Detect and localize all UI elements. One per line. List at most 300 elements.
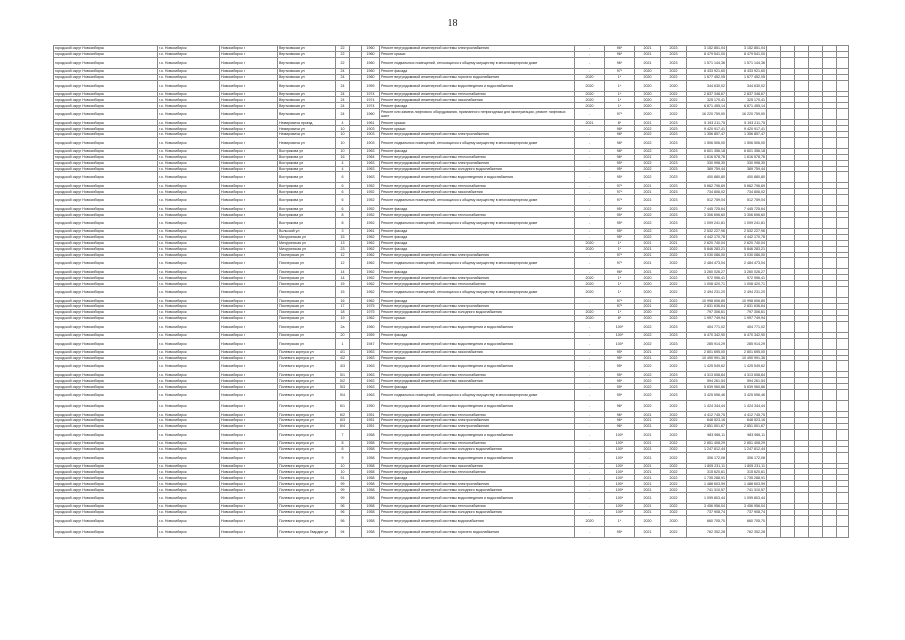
- cell-qty: 98*: [605, 132, 635, 138]
- cell-settlement: г.о. Новосибирск: [158, 446, 220, 452]
- empty-cell: [809, 390, 823, 401]
- cell-unit: -: [575, 417, 605, 423]
- cell-from: 2022: [635, 132, 661, 138]
- cell-unit: 2020: [575, 103, 605, 109]
- cell-district: городской округ Новосибирск: [54, 503, 158, 509]
- cell-street: Полевого корпуса ул: [278, 475, 336, 481]
- cell-from: 2022: [635, 384, 661, 390]
- cell-cost2: 1 488 603,99: [727, 481, 767, 487]
- cell-district: городской округ Новосибирск: [54, 378, 158, 384]
- empty-cell: [795, 218, 809, 229]
- cell-unit: -: [575, 372, 605, 378]
- cell-house: 5/1: [336, 372, 350, 378]
- empty-cell: [823, 80, 837, 91]
- cell-year: 1962: [362, 275, 380, 281]
- cell-cost2: 1 009 241,81: [727, 218, 767, 229]
- cell-cost2: 2 837 348,67: [727, 91, 767, 97]
- cell-settlement: г.о. Новосибирск: [158, 423, 220, 429]
- cell-cost2: 1 997 749,94: [727, 315, 767, 321]
- cell-house: 24: [336, 80, 350, 91]
- cell-to: 2020: [661, 515, 687, 526]
- cell-house: 5/2: [336, 378, 350, 384]
- cell-cost2: 400 880,80: [727, 172, 767, 183]
- cell-street: Пионерская ул: [278, 321, 336, 332]
- cell-settlement: г.о. Новосибирск: [158, 332, 220, 338]
- cell-cost2: 2 851 408,29: [727, 440, 767, 446]
- cell-street: Полевого корпуса ул: [278, 509, 336, 515]
- cell-from: 2021: [635, 57, 661, 68]
- cell-district: городской округ Новосибирск: [54, 384, 158, 390]
- cell-year: 1960: [362, 57, 380, 68]
- cell-work: Ремонт или замена лифтового оборудования, признанного непригодным для эксплуатации, ремонт лифтовых шахт: [380, 109, 575, 120]
- cell-city: Новосибирск г: [220, 372, 278, 378]
- cell-to: 2022: [661, 258, 687, 269]
- cell-street: Полевого корпуса ул: [278, 492, 336, 503]
- cell-unit: -: [575, 148, 605, 154]
- cell-district: городской округ Новосибирск: [54, 298, 158, 304]
- cell-street: Полевого корпуса ул: [278, 463, 336, 469]
- cell-district: городской округ Новосибирск: [54, 423, 158, 429]
- cell-from: 2022: [635, 218, 661, 229]
- empty-cell: [837, 195, 849, 206]
- empty-cell: [767, 80, 781, 91]
- cell-city: Новосибирск г: [220, 97, 278, 103]
- cell-unit: -: [575, 401, 605, 412]
- cell-cost2: 16 220 759,00: [727, 109, 767, 120]
- cell-cost2: 648 523,16: [727, 417, 767, 423]
- cell-city: Новосибирск г: [220, 258, 278, 269]
- cell-district: городской округ Новосибирск: [54, 304, 158, 310]
- cell-cost2: 1 424 344,44: [727, 401, 767, 412]
- cell-unit: -: [575, 189, 605, 195]
- cell-unit: -: [575, 183, 605, 189]
- cell-district: городской округ Новосибирск: [54, 332, 158, 338]
- empty-cell: [809, 57, 823, 68]
- empty-cell: [767, 137, 781, 148]
- cell-from: 2022: [635, 401, 661, 412]
- cell-cost2: 8 433 921,60: [727, 68, 767, 74]
- empty-cell: [781, 401, 795, 412]
- cell-unit: 2020: [575, 74, 605, 80]
- cell-unit: -: [575, 503, 605, 509]
- cell-city: Новосибирск г: [220, 440, 278, 446]
- cell-work: Ремонт подвальных помещений, относящихся к общему имуществу в многоквартирном доме: [380, 137, 575, 148]
- cell-cost2: 1 677 452,05: [727, 74, 767, 80]
- cell-settlement: г.о. Новосибирск: [158, 372, 220, 378]
- cell-work: Ремонт внутридомовой инженерной системы электроснабжения: [380, 417, 575, 423]
- cell-work: Ремонт внутридомовой инженерной системы холодного водоснабжения: [380, 509, 575, 515]
- cell-cost1: 1 805 231,11: [687, 463, 727, 469]
- cell-city: Новосибирск г: [220, 46, 278, 52]
- cell-cost2: 1 008 420,71: [727, 281, 767, 287]
- cell-year: 1958: [362, 481, 380, 487]
- cell-work: Ремонт внутридомовой инженерной системы электроснабжения: [380, 160, 575, 166]
- empty-cell: [809, 195, 823, 206]
- cell-unit: -: [575, 390, 605, 401]
- cell-year: 1963: [362, 384, 380, 390]
- cell-city: Новосибирск г: [220, 68, 278, 74]
- cell-cost2: 344 630,02: [727, 80, 767, 91]
- cell-to: 2022: [661, 355, 687, 361]
- cell-unit: -: [575, 206, 605, 212]
- cell-cost2: 1 247 812,44: [727, 446, 767, 452]
- cell-settlement: г.о. Новосибирск: [158, 46, 220, 52]
- cell-street: Вострякова ул: [278, 148, 336, 154]
- cell-street: Полевого корпуса ул: [278, 372, 336, 378]
- cell-from: 2022: [635, 390, 661, 401]
- cell-cost1: 5 839 960,86: [687, 384, 727, 390]
- cell-qty: 96*: [605, 46, 635, 52]
- cell-house: 10: [336, 137, 350, 148]
- cell-district: городской округ Новосибирск: [54, 309, 158, 315]
- cell-district: городской округ Новосибирск: [54, 509, 158, 515]
- cell-settlement: г.о. Новосибирск: [158, 526, 220, 537]
- cell-to: 2023: [661, 183, 687, 189]
- cell-work: Ремонт внутридомовой инженерной системы теплоснабжения: [380, 212, 575, 218]
- cell-work: Ремонт внутридомовой инженерной системы водоснабжения: [380, 515, 575, 526]
- cell-year: 1958: [362, 487, 380, 493]
- empty-cell: [795, 429, 809, 440]
- cell-qty: 95*: [605, 212, 635, 218]
- cell-cost1: 2 620 740,04: [687, 240, 727, 246]
- cell-street: Вострякова ул: [278, 166, 336, 172]
- cell-unit: -: [575, 68, 605, 74]
- cell-qty: 100*: [605, 469, 635, 475]
- empty-cell: [781, 321, 795, 332]
- cell-work: Ремонт внутридомовой инженерной системы водоотведения и водоснабжения: [380, 361, 575, 372]
- cell-year: 1960: [362, 68, 380, 74]
- cell-street: Вертковская ул: [278, 103, 336, 109]
- cell-year: 1960: [362, 46, 380, 52]
- cell-unit: -: [575, 526, 605, 537]
- cell-work: Ремонт внутридомовой инженерной системы водоотведения и водоснабжения: [380, 321, 575, 332]
- cell-building: [350, 321, 362, 332]
- cell-street: Мичуринская ул: [278, 234, 336, 240]
- cell-building: [350, 137, 362, 148]
- cell-cost1: 1 571 144,36: [687, 57, 727, 68]
- cell-settlement: г.о. Новосибирск: [158, 137, 220, 148]
- cell-settlement: г.о. Новосибирск: [158, 269, 220, 275]
- cell-qty: 95*: [605, 378, 635, 384]
- cell-city: Новосибирск г: [220, 526, 278, 537]
- cell-year: 1951: [362, 417, 380, 423]
- cell-unit: -: [575, 46, 605, 52]
- cell-city: Новосибирск г: [220, 240, 278, 246]
- cell-house: 6/1: [336, 401, 350, 412]
- cell-settlement: г.о. Новосибирск: [158, 252, 220, 258]
- cell-unit: -: [575, 463, 605, 469]
- empty-cell: [795, 390, 809, 401]
- cell-from: 2021: [635, 246, 661, 252]
- cell-cost1: 3 152 851,04: [687, 46, 727, 52]
- cell-house: 94: [336, 526, 350, 537]
- cell-house: 16: [336, 154, 350, 160]
- cell-from: 2021: [635, 154, 661, 160]
- cell-cost1: 6 601 356,18: [687, 148, 727, 154]
- cell-unit: 2021: [575, 120, 605, 126]
- cell-work: Ремонт внутридомовой инженерной системы теплоснабжения: [380, 440, 575, 446]
- cell-year: 1959: [362, 80, 380, 91]
- cell-street: Вертковская ул: [278, 68, 336, 74]
- cell-work: Ремонт внутридомовой инженерной системы водоотведения и водоснабжения: [380, 172, 575, 183]
- cell-cost2: 2 801 695,00: [727, 349, 767, 355]
- empty-cell: [795, 515, 809, 526]
- cell-street: Вертковская ул: [278, 51, 336, 57]
- cell-work: Ремонт фасада: [380, 234, 575, 240]
- empty-cell: [837, 515, 849, 526]
- empty-cell: [823, 492, 837, 503]
- cell-unit: -: [575, 378, 605, 384]
- cell-work: Ремонт подвальных помещений, относящихся к общему имуществу в многоквартирном доме: [380, 195, 575, 206]
- cell-building: [350, 515, 362, 526]
- cell-to: 2022: [661, 509, 687, 515]
- cell-qty: 1*: [605, 275, 635, 281]
- empty-cell: [795, 80, 809, 91]
- cell-house: 10: [336, 126, 350, 132]
- cell-qty: 95*: [605, 384, 635, 390]
- cell-settlement: г.о. Новосибирск: [158, 103, 220, 109]
- table-row: [54, 338, 849, 349]
- cell-cost2: 5 662 796,69: [727, 183, 767, 189]
- cell-work: Ремонт подвальных помещений, относящихся к общему имуществу в многоквартирном доме: [380, 57, 575, 68]
- cell-city: Новосибирск г: [220, 91, 278, 97]
- cell-cost1: 285 914,29: [687, 338, 727, 349]
- cell-work: Ремонт крыши: [380, 120, 575, 126]
- cell-street: Пионерская ул: [278, 298, 336, 304]
- cell-unit: 2020: [575, 97, 605, 103]
- cell-house: 3: [336, 229, 350, 235]
- cell-city: Новосибирск г: [220, 183, 278, 189]
- cell-qty: 95*: [605, 526, 635, 537]
- cell-settlement: г.о. Новосибирск: [158, 68, 220, 74]
- cell-year: 1952: [362, 218, 380, 229]
- cell-unit: 2020: [575, 80, 605, 91]
- cell-work: Ремонт внутридомовой инженерной системы электроснабжения: [380, 481, 575, 487]
- cell-cost2: 4 412 745,75: [727, 412, 767, 418]
- cell-from: 2021: [635, 183, 661, 189]
- cell-settlement: г.о. Новосибирск: [158, 338, 220, 349]
- empty-cell: [795, 109, 809, 120]
- empty-cell: [837, 338, 849, 349]
- cell-qty: 1*: [605, 515, 635, 526]
- cell-city: Новосибирск г: [220, 429, 278, 440]
- cell-cost1: 400 880,80: [687, 172, 727, 183]
- cell-to: 2021: [661, 240, 687, 246]
- cell-from: 2022: [635, 148, 661, 154]
- cell-house: 4: [336, 160, 350, 166]
- cell-district: городской округ Новосибирск: [54, 240, 158, 246]
- cell-work: Ремонт внутридомовой инженерной системы газоснабжения: [380, 378, 575, 384]
- cell-street: Немировича проезд: [278, 120, 336, 126]
- cell-unit: -: [575, 487, 605, 493]
- cell-work: Ремонт крыши: [380, 355, 575, 361]
- cell-district: городской округ Новосибирск: [54, 183, 158, 189]
- cell-cost1: 1 677 452,05: [687, 74, 727, 80]
- cell-city: Новосибирск г: [220, 80, 278, 91]
- cell-settlement: г.о. Новосибирск: [158, 487, 220, 493]
- cell-district: городской округ Новосибирск: [54, 172, 158, 183]
- empty-cell: [823, 57, 837, 68]
- cell-from: 2021: [635, 258, 661, 269]
- empty-cell: [781, 287, 795, 298]
- cell-city: Новосибирск г: [220, 148, 278, 154]
- cell-house: 22: [336, 51, 350, 57]
- cell-unit: 2020: [575, 246, 605, 252]
- cell-qty: 97*: [605, 258, 635, 269]
- cell-unit: -: [575, 154, 605, 160]
- cell-from: 2020: [635, 80, 661, 91]
- cell-street: Вертковская ул: [278, 46, 336, 52]
- cell-city: Новосибирск г: [220, 412, 278, 418]
- cell-house: 6: [336, 206, 350, 212]
- cell-cost1: 734 806,02: [687, 189, 727, 195]
- cell-settlement: г.о. Новосибирск: [158, 298, 220, 304]
- cell-cost2: 1 356 857,47: [727, 132, 767, 138]
- empty-cell: [823, 361, 837, 372]
- empty-cell: [767, 492, 781, 503]
- cell-settlement: г.о. Новосибирск: [158, 401, 220, 412]
- cell-from: 2021: [635, 349, 661, 355]
- cell-cost2: 3 456 956,04: [727, 503, 767, 509]
- cell-work: Ремонт фасада: [380, 269, 575, 275]
- empty-cell: [767, 109, 781, 120]
- cell-cost2: 1 571 144,36: [727, 57, 767, 68]
- cell-work: Ремонт внутридомовой инженерной системы газоснабжения: [380, 349, 575, 355]
- cell-city: Новосибирск г: [220, 378, 278, 384]
- cell-house: 20: [336, 332, 350, 338]
- empty-cell: [781, 526, 795, 537]
- cell-year: 1958: [362, 509, 380, 515]
- cell-qty: 1*: [605, 103, 635, 109]
- cell-unit: -: [575, 321, 605, 332]
- cell-work: Ремонт внутридомовой инженерной системы газоснабжения: [380, 97, 575, 103]
- cell-to: 2023: [661, 160, 687, 166]
- cell-to: 2023: [661, 137, 687, 148]
- cell-settlement: г.о. Новосибирск: [158, 452, 220, 463]
- empty-cell: [795, 321, 809, 332]
- cell-year: 1962: [362, 281, 380, 287]
- cell-cost2: 734 806,02: [727, 189, 767, 195]
- cell-cost1: 325 170,41: [687, 97, 727, 103]
- cell-city: Новосибирск г: [220, 166, 278, 172]
- cell-year: 1963: [362, 160, 380, 166]
- cell-year: 1963: [362, 390, 380, 401]
- empty-cell: [795, 195, 809, 206]
- cell-street: Немировича ул: [278, 137, 336, 148]
- empty-cell: [837, 287, 849, 298]
- cell-house: 10: [336, 148, 350, 154]
- cell-building: [350, 218, 362, 229]
- cell-street: Полевого корпуса ул: [278, 423, 336, 429]
- cell-cost1: 4 442 170,78: [687, 234, 727, 240]
- cell-street: Вертковская ул: [278, 97, 336, 103]
- cell-year: 1952: [362, 189, 380, 195]
- cell-work: Ремонт фасада: [380, 68, 575, 74]
- cell-district: городской округ Новосибирск: [54, 412, 158, 418]
- cell-from: 2021: [635, 429, 661, 440]
- cell-city: Новосибирск г: [220, 172, 278, 183]
- cell-district: городской округ Новосибирск: [54, 212, 158, 218]
- cell-settlement: г.о. Новосибирск: [158, 469, 220, 475]
- cell-work: Ремонт фасада: [380, 384, 575, 390]
- cell-work: Ремонт внутридомовой инженерной системы газоснабжения: [380, 189, 575, 195]
- cell-street: Полевого корпуса ул: [278, 440, 336, 446]
- cell-building: [350, 195, 362, 206]
- cell-building: [350, 57, 362, 68]
- cell-year: 1974: [362, 103, 380, 109]
- empty-cell: [767, 429, 781, 440]
- table-row: [54, 515, 849, 526]
- empty-cell: [767, 401, 781, 412]
- cell-qty: 95*: [605, 229, 635, 235]
- cell-to: 2023: [661, 384, 687, 390]
- empty-cell: [781, 429, 795, 440]
- cell-qty: 95*: [605, 234, 635, 240]
- cell-cost2: 5 846 283,21: [727, 246, 767, 252]
- cell-qty: 100*: [605, 452, 635, 463]
- cell-unit: -: [575, 332, 605, 338]
- cell-cost2: 2 494 231,20: [727, 287, 767, 298]
- cell-cost1: 8 479 541,00: [687, 51, 727, 57]
- cell-house: 6: [336, 172, 350, 183]
- empty-cell: [781, 515, 795, 526]
- cell-to: 2023: [661, 120, 687, 126]
- cell-work: Ремонт внутридомовой инженерной системы теплоснабжения: [380, 154, 575, 160]
- cell-street: Пионерская ул: [278, 258, 336, 269]
- table-row: [54, 452, 849, 463]
- cell-cost2: 737 908,74: [727, 509, 767, 515]
- cell-cost1: 4 313 658,84: [687, 372, 727, 378]
- cell-city: Новосибирск г: [220, 304, 278, 310]
- cell-settlement: г.о. Новосибирск: [158, 189, 220, 195]
- cell-work: Ремонт фасада: [380, 229, 575, 235]
- cell-unit: -: [575, 452, 605, 463]
- table-row: [54, 109, 849, 120]
- cell-settlement: г.о. Новосибирск: [158, 91, 220, 97]
- cell-to: 2022: [661, 487, 687, 493]
- cell-district: городской округ Новосибирск: [54, 275, 158, 281]
- empty-cell: [781, 338, 795, 349]
- cell-cost1: 1 735 288,91: [687, 475, 727, 481]
- cell-street: Полевого корпуса Гвардии ул: [278, 526, 336, 537]
- cell-house: 6: [336, 189, 350, 195]
- cell-city: Новосибирск г: [220, 384, 278, 390]
- cell-settlement: г.о. Новосибирск: [158, 206, 220, 212]
- cell-from: 2021: [635, 304, 661, 310]
- cell-qty: 97*: [605, 304, 635, 310]
- empty-cell: [823, 515, 837, 526]
- cell-cost1: 972 996,41: [687, 275, 727, 281]
- cell-house: 17: [336, 304, 350, 310]
- cell-street: Вострякова ул: [278, 172, 336, 183]
- cell-from: 2021: [635, 440, 661, 446]
- table-row: [54, 172, 849, 183]
- cell-to: 2022: [661, 446, 687, 452]
- cell-district: городской округ Новосибирск: [54, 252, 158, 258]
- cell-district: городской округ Новосибирск: [54, 361, 158, 372]
- cell-district: городской округ Новосибирск: [54, 515, 158, 526]
- empty-cell: [767, 338, 781, 349]
- cell-settlement: г.о. Новосибирск: [158, 57, 220, 68]
- cell-year: 1960: [362, 74, 380, 80]
- cell-qty: 100*: [605, 463, 635, 469]
- cell-to: 2022: [661, 109, 687, 120]
- cell-cost1: 2 831 636,64: [687, 304, 727, 310]
- cell-city: Новосибирск г: [220, 287, 278, 298]
- cell-street: Вострякова ул: [278, 206, 336, 212]
- cell-unit: -: [575, 57, 605, 68]
- cell-unit: 2020: [575, 281, 605, 287]
